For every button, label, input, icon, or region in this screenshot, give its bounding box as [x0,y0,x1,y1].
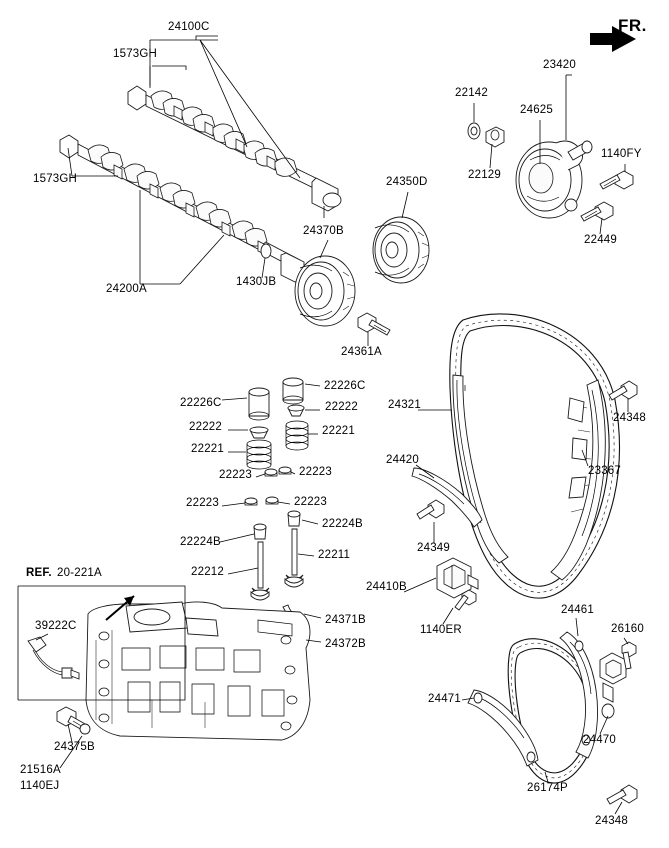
part-label-22222-left: 22222 [189,421,222,433]
part-label-1140EJ: 1140EJ [20,780,60,792]
valve-22212 [251,542,269,600]
part-label-24470: 24470 [583,734,616,746]
part-label-24350D: 24350D [386,176,428,188]
part-label-22226C-left: 22226C [180,397,222,409]
part-label-22223-a: 22223 [219,469,252,481]
part-label-24200A: 24200A [106,283,147,295]
part-label-23420: 23420 [543,59,576,71]
part-label-22212: 22212 [191,566,224,578]
part-label-39222C: 39222C [35,620,77,632]
part-label-22224B-right: 22224B [322,518,363,530]
balance-tensioner-24470 [600,653,626,718]
cylinder-head-20-221A [86,602,310,740]
cvvt-pulley-24370B [295,256,355,326]
reference-prefix: REF. [26,567,52,579]
retainer-22222-left [250,427,268,438]
chain-guide-right-23367 [551,380,605,580]
part-label-22224B-left: 22224B [180,536,221,548]
part-label-24375B: 24375B [54,741,95,753]
part-label-22223-c: 22223 [186,497,219,509]
part-label-24100C: 24100C [168,21,210,33]
seat-22223-a [265,469,277,476]
part-label-1140ER: 1140ER [420,624,462,636]
part-label-22226C-right: 22226C [324,380,366,392]
part-label-1140FY: 1140FY [601,148,642,160]
part-label-24348-bottom: 24348 [595,815,628,827]
vacuum-pump-23420 [516,141,592,218]
bolt-22449 [581,202,613,221]
chain-guide-24321 [453,375,508,563]
part-label-26160: 26160 [611,623,644,635]
valve-spring-22221-left [247,440,271,469]
tappet-22226C-left [249,388,269,420]
part-label-24321: 24321 [388,399,421,411]
collar-22129 [486,127,504,147]
seat-22223-c [245,498,257,505]
part-label-24410B: 24410B [366,581,407,593]
bolt-24348-bottom [607,785,637,804]
part-label-24371B: 24371B [325,614,366,626]
part-label-24370B: 24370B [303,225,344,237]
part-label-24349: 24349 [417,542,450,554]
part-label-1573GH-left: 1573GH [33,173,78,185]
seal-22142 [468,123,480,139]
bolt-1140FY [600,171,633,189]
valve-22211 [285,529,303,587]
part-label-22449: 22449 [584,234,617,246]
sensor-39222C [28,637,79,679]
reference-target: 20-221A [57,567,102,579]
part-label-22221-left: 22221 [191,443,224,455]
part-label-1430JB: 1430JB [236,276,277,288]
part-label-24361A: 24361A [341,346,382,358]
valve-stem-seal-22224B-right [288,511,300,526]
bolt-24349 [417,500,444,519]
part-label-22211: 22211 [318,549,351,561]
valve-spring-22221-right [286,421,308,450]
front-direction-label: FR. [618,16,647,35]
part-label-23367: 23367 [588,465,621,477]
part-label-24372B: 24372B [325,638,366,650]
part-label-22222-right: 22222 [325,401,358,413]
valve-stem-seal-22224B-left [254,524,266,539]
part-label-1573GH-top: 1573GH [113,48,158,60]
sprocket-24350D [373,217,429,283]
part-label-22223-d: 22223 [294,496,327,508]
part-label-24471: 24471 [428,693,461,705]
part-label-21516A: 21516A [20,764,61,776]
part-label-24348-top: 24348 [613,412,646,424]
part-label-22129: 22129 [468,169,501,181]
bolt-24361A [358,313,390,335]
seat-22223-b [279,467,291,474]
part-label-26174P: 26174P [527,782,568,794]
chain-guide-24471 [468,690,538,766]
seal-ring-1430JB [261,244,271,258]
part-label-22223-b: 22223 [299,466,332,478]
part-label-24625: 24625 [520,104,553,116]
tappet-22226C-right [283,378,303,404]
bolt-24348-top [609,381,637,400]
retainer-22222-right [288,405,304,416]
plug-24375B [57,707,90,734]
part-label-22142: 22142 [455,87,488,99]
seat-22223-d [266,497,278,504]
part-label-24420: 24420 [386,454,419,466]
part-label-24461: 24461 [561,604,594,616]
part-label-22221-right: 22221 [322,425,355,437]
